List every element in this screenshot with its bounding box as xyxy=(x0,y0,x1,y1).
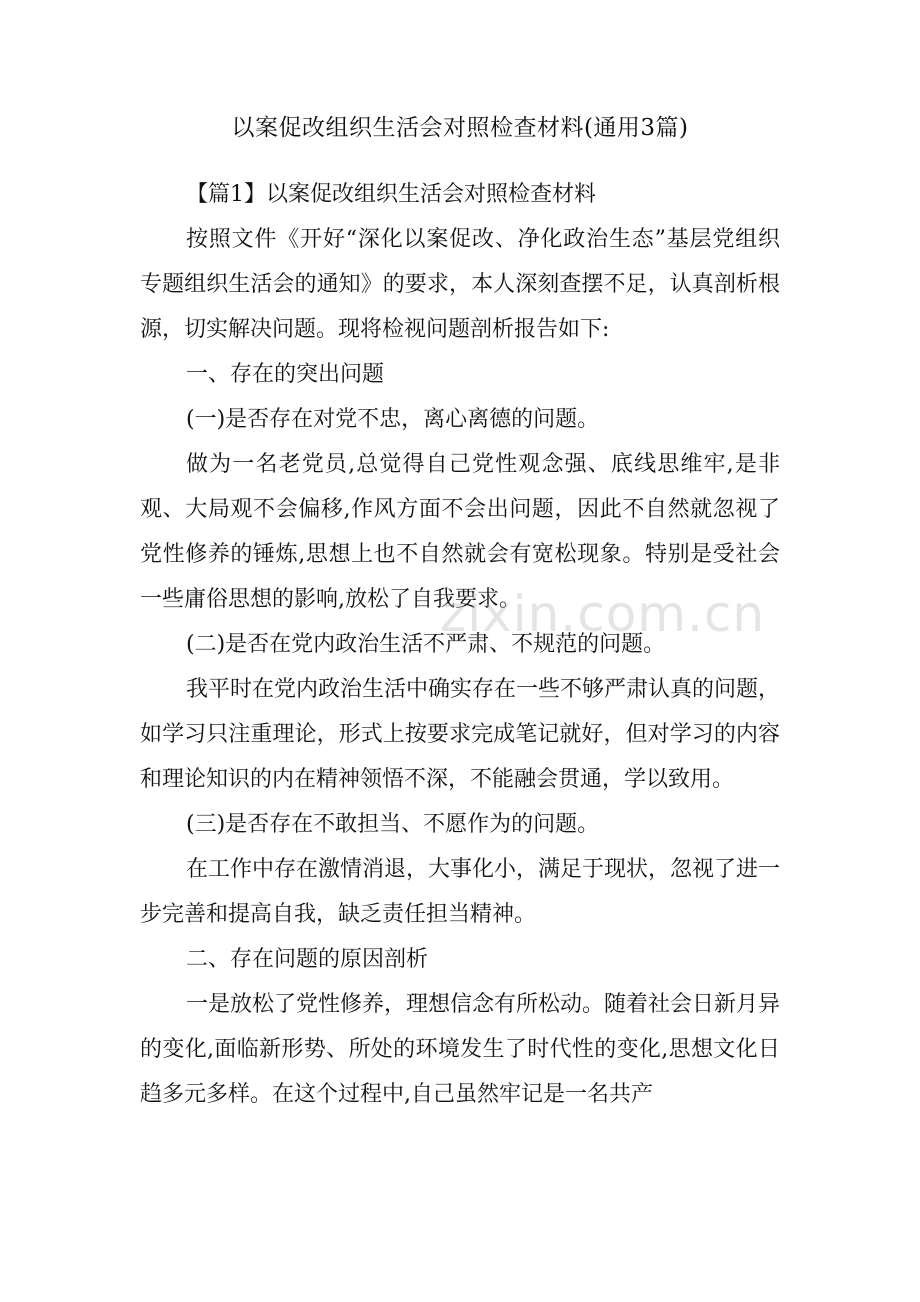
document-body xyxy=(140,172,780,1117)
body-paragraph: 按照文件《开好“深化以案促改、净化政治生态”基层党组织专题组织生活会的通知》的要求，本人深刻查摆不足，认真剖析根源，切实解决问题。现将检视问题剖析报告如下: xyxy=(140,227,780,342)
subsection-heading: (二)是否在党内政治生活不严肃、不规范的问题。 xyxy=(186,632,666,657)
section-heading: 【篇1】以案促改组织生活会对照检查材料 xyxy=(186,182,596,207)
subsection-heading: (三)是否存在不敢担当、不愿作为的问题。 xyxy=(186,812,600,837)
body-paragraph: 在工作中存在激情消退，大事化小，满足于现状，忽视了进一步完善和提高自我，缺乏责任担当精神。 xyxy=(140,857,781,927)
section-heading: 一、存在的突出问题 xyxy=(186,362,385,387)
body-paragraph: 一是放松了党性修养，理想信念有所松动。随着社会日新月异的变化,面临新形势、所处的环境发生了时代性的变化,思想文化日趋多元多样。在这个过程中,自己虽然牢记是一名共产 xyxy=(140,992,781,1107)
body-paragraph: 我平时在党内政治生活中确实存在一些不够严肃认真的问题，如学习只注重理论，形式上按要求完成笔记就好，但对学习的内容和理论知识的内在精神领悟不深，不能融会贯通，学以致用。 xyxy=(140,677,781,792)
subsection-heading: (一)是否存在对党不忠，离心离德的问题。 xyxy=(186,407,600,432)
document-title: 以案促改组织生活会对照检查材料(通用3篇) xyxy=(231,115,689,141)
body-paragraph: 做为一名老党员,总觉得自己党性观念强、底线思维牢,是非观、大局观不会偏移,作风方面不会出问题，因此不自然就忽视了党性修养的锤炼,思想上也不自然就会有宽松现象。特别是受社会一些庸俗思想的影响,放松了自我要求。 xyxy=(140,452,780,612)
section-heading: 二、存在问题的原因剖析 xyxy=(186,947,429,972)
watermark: zixin.com.cn xyxy=(440,585,766,643)
